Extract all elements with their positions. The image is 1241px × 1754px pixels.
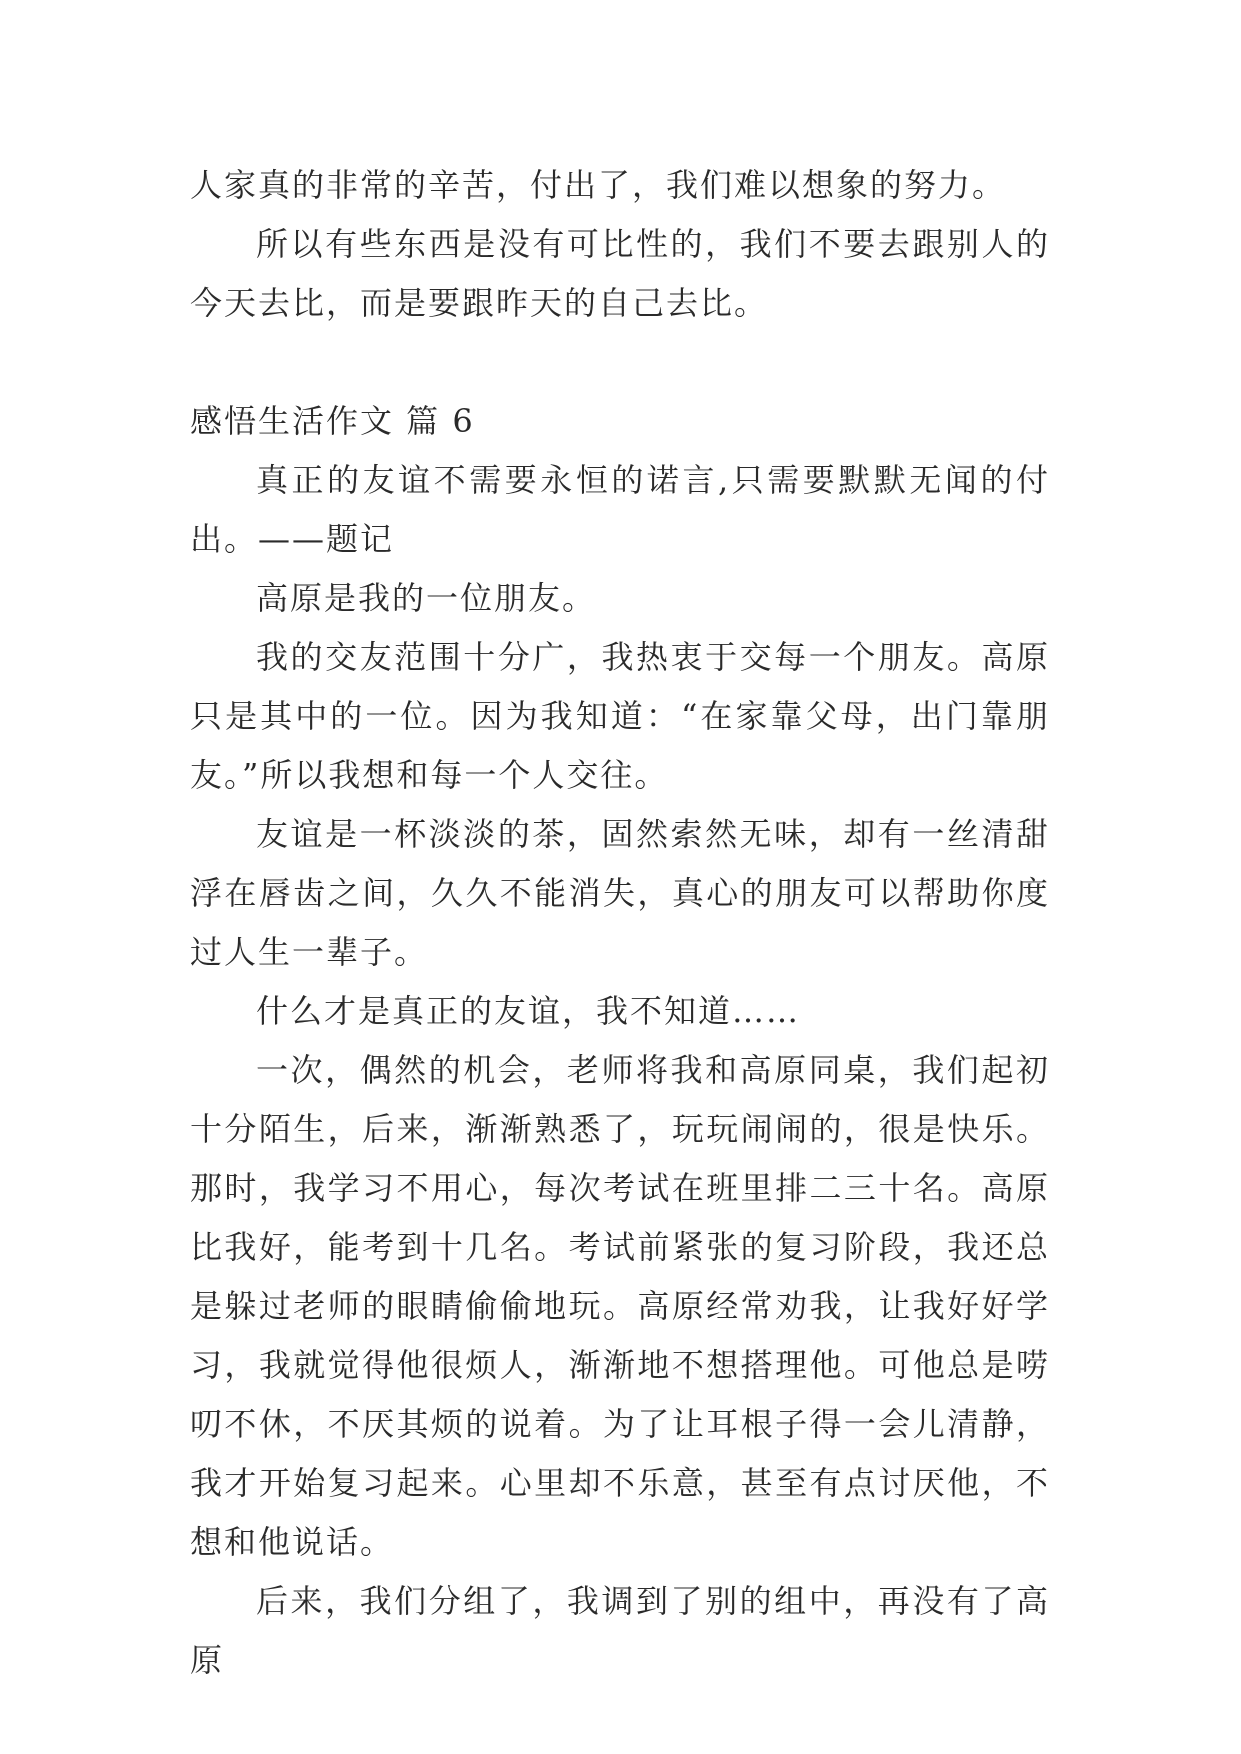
paragraph: 后来，我们分组了，我调到了别的组中，再没有了高原 [190,1582,1050,1679]
paragraph: 高原是我的一位朋友。 [256,579,597,617]
paragraph: 什么才是真正的友谊，我不知道…… [256,992,801,1030]
paragraph: 我的交友范围十分广，我热衷于交每一个朋友。高原只是其中的一位。因为我知道：“在家靠父母，出门靠朋友。”所以我想和每一个人交往。 [190,638,1050,794]
document-body [190,156,1050,1690]
epigraph: 真正的友谊不需要永恒的诺言,只需要默默无闻的付出。——题记 [190,461,1050,558]
paragraph-continued: 人家真的非常的辛苦，付出了，我们难以想象的努力。 [190,166,1007,204]
paragraph: 一次，偶然的机会，老师将我和高原同桌，我们起初十分陌生，后来，渐渐熟悉了，玩玩闹闹的，很是快乐。那时，我学习不用心，每次考试在班里排二三十名。高原比我好，能考到十几名。考试前紧张的复习阶段，我还总是躲过老师的眼睛偷偷地玩。高原经常劝我，让我好好学习，我就觉得他很烦人，渐渐地不想搭理他。可他总是唠叨不休，不厌其烦的说着。为了让耳根子得一会儿清静，我才开始复习起来。心里却不乐意，甚至有点讨厌他，不想和他说话。 [190,1051,1050,1561]
section-title: 感悟生活作文 篇 6 [190,402,475,440]
paragraph: 所以有些东西是没有可比性的，我们不要去跟别人的今天去比，而是要跟昨天的自己去比。 [190,225,1050,322]
paragraph: 友谊是一杯淡淡的茶，固然索然无味，却有一丝清甜浮在唇齿之间，久久不能消失，真心的朋友可以帮助你度过人生一辈子。 [190,815,1050,971]
